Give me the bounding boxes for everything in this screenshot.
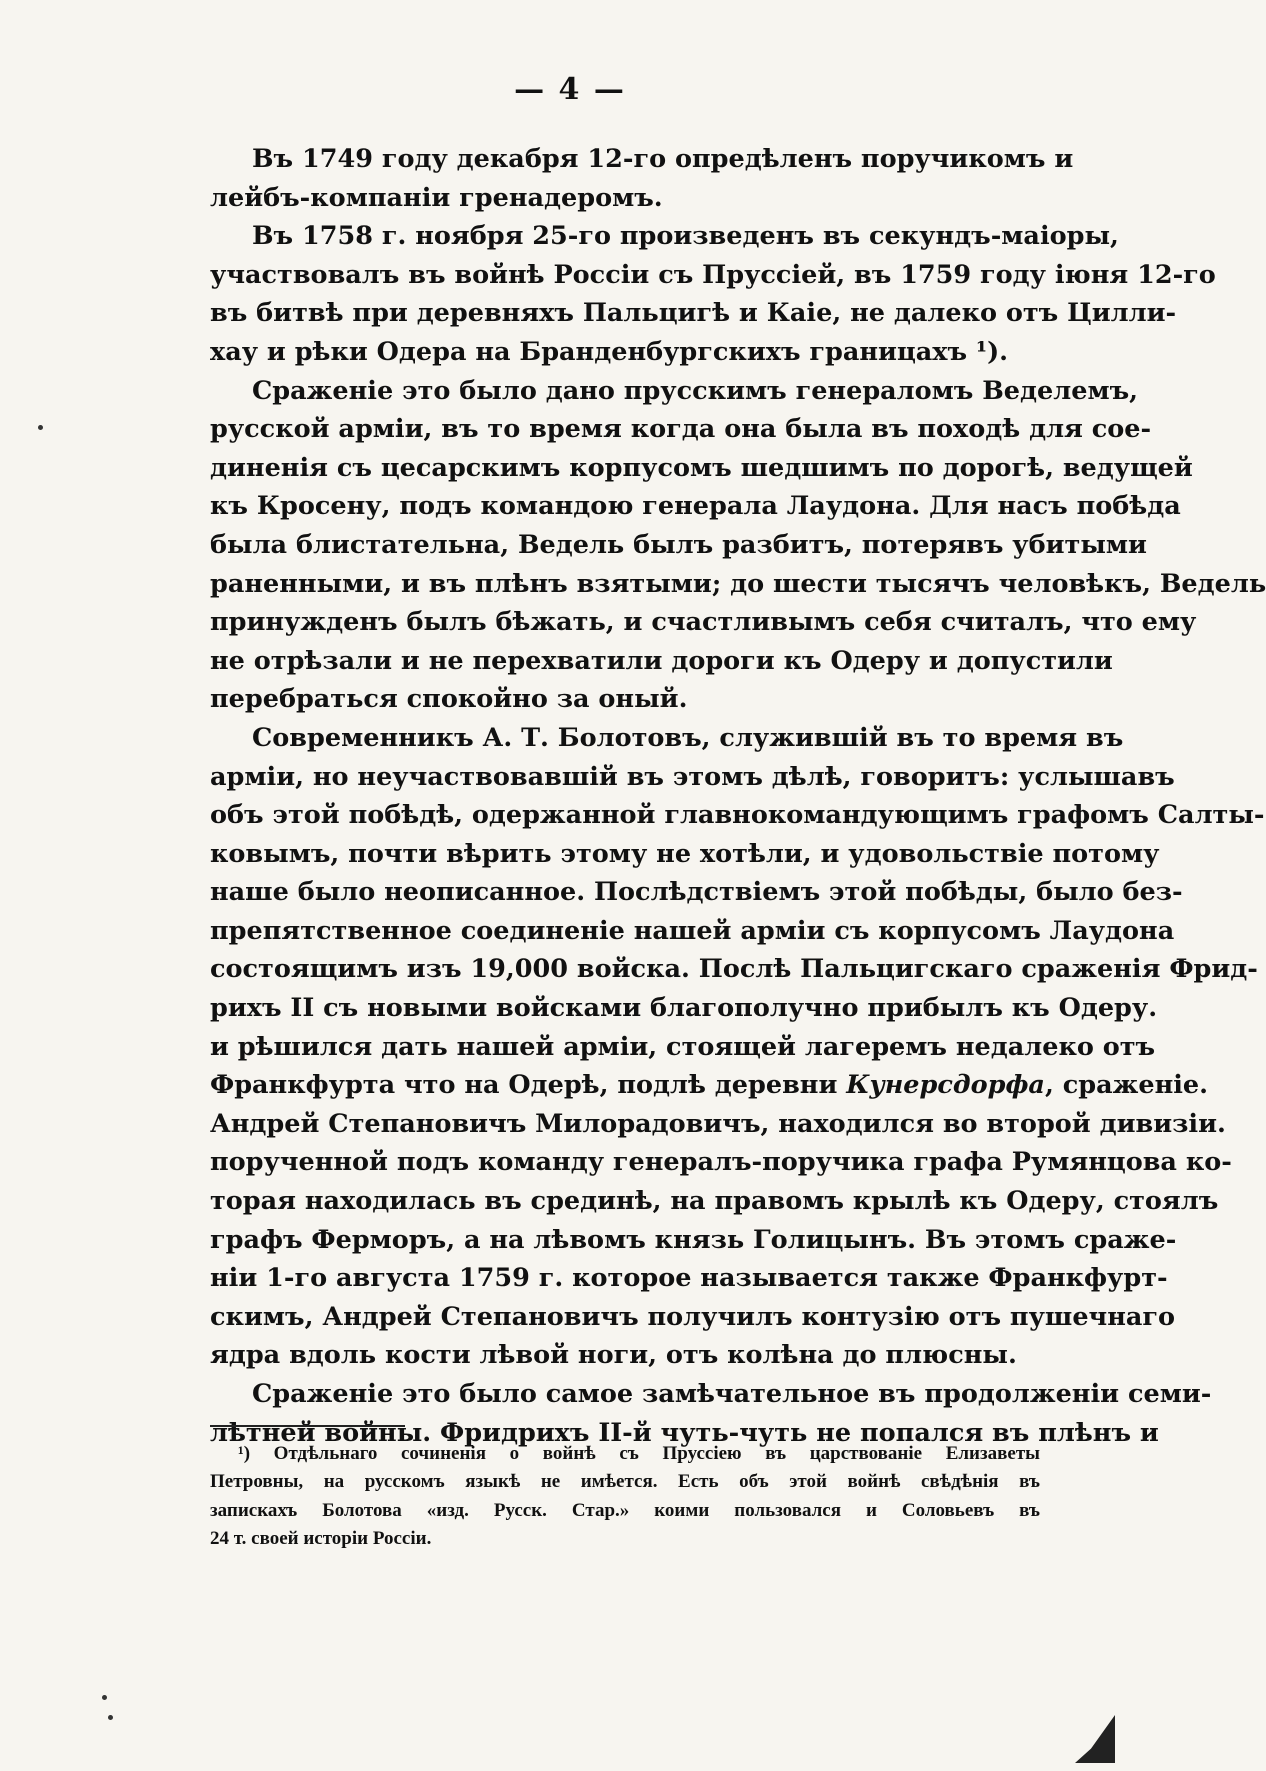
paragraph-3 bbox=[210, 372, 1266, 719]
text-line: лейбъ-компаніи гренадеромъ. bbox=[210, 182, 663, 213]
text-line-with-italic: Франкфурта что на Одерѣ, подлѣ деревни Кунерсдорфа, сраженіе. bbox=[210, 1070, 1209, 1101]
text-line: хау и рѣки Одера на Бранденбургскихъ границахъ ¹). bbox=[210, 336, 1009, 367]
text-line: ядра вдоль кости лѣвой ноги, отъ колѣна до плюсны. bbox=[210, 1340, 1017, 1371]
text-line: Въ 1758 г. ноября 25-го произведенъ въ секундъ-маіоры, bbox=[252, 221, 1119, 252]
footnote bbox=[210, 1440, 1040, 1554]
italic-place-name: Кунерсдорфа bbox=[846, 1070, 1045, 1101]
text-line: къ Кросену, подъ командою генерала Лаудона. Для насъ побѣда bbox=[210, 491, 1181, 522]
text-line: раненными, и въ плѣнъ взятыми; до шести тысячъ человѣкъ, Ведель bbox=[210, 568, 1266, 599]
footnote-line: Петровны, на русскомъ языкѣ не имѣется. Есть объ этой войнѣ свѣдѣнія въ bbox=[210, 1471, 1040, 1493]
scan-speck bbox=[102, 1695, 107, 1700]
scan-corner-shadow bbox=[1075, 1715, 1115, 1763]
text-line: ковымъ, почти вѣрить этому не хотѣли, и удовольствіе потому bbox=[210, 838, 1160, 869]
footnote-line: 24 т. своей исторіи Россіи. bbox=[210, 1528, 432, 1550]
text-line: не отрѣзали и не перехватили дороги къ Одеру и допустили bbox=[210, 645, 1113, 676]
footnote-line: запискахъ Болотова «изд. Русск. Стар.» коими пользовался и Соловьевъ въ bbox=[210, 1499, 1040, 1521]
text-line: состоящимъ изъ 19,000 войска. Послѣ Пальцигскаго сраженія Фрид- bbox=[210, 954, 1258, 985]
text-line: въ битвѣ при деревняхъ Пальцигѣ и Каіе, не далеко отъ Цилли- bbox=[210, 298, 1177, 329]
text-line: рихъ II съ новыми войсками благополучно прибылъ къ Одеру. bbox=[210, 993, 1158, 1024]
text-line: лѣтней войны. Фридрихъ II-й чуть-чуть не попался въ плѣнъ и bbox=[210, 1417, 1159, 1448]
paragraph-1 bbox=[210, 140, 1074, 217]
scan-speck bbox=[38, 425, 43, 430]
text-line: Сраженіе это было самое замѣчательное въ продолженіи семи- bbox=[252, 1379, 1212, 1409]
text-line: ніи 1-го августа 1759 г. которое называется также Франкфурт- bbox=[210, 1263, 1168, 1294]
text-line: графъ Ферморъ, а на лѣвомъ князь Голицынъ. Въ этомъ сраже- bbox=[210, 1224, 1177, 1255]
text-line: торая находилась въ срединѣ, на правомъ крылѣ къ Одеру, стоялъ bbox=[210, 1186, 1219, 1217]
text-line: Въ 1749 году декабря 12-го опредѣленъ поручикомъ и bbox=[252, 144, 1074, 174]
text-line: Андрей Степановичъ Милорадовичъ, находился во второй дивизіи. bbox=[210, 1108, 1226, 1139]
scan-speck bbox=[108, 1715, 113, 1720]
footnote-line: ¹) Отдѣльнаго сочиненія о войнѣ съ Пруссіею въ царствованіе Елизаветы bbox=[238, 1443, 1040, 1464]
paragraph-2 bbox=[210, 217, 1216, 371]
text-line: скимъ, Андрей Степановичъ получилъ контузію отъ пушечнаго bbox=[210, 1301, 1176, 1332]
text-line: препятственное соединеніе нашей арміи съ корпусомъ Лаудона bbox=[210, 915, 1175, 946]
text-line: и рѣшился дать нашей арміи, стоящей лагеремъ недалеко отъ bbox=[210, 1031, 1156, 1062]
text-line: Современникъ А. Т. Болотовъ, служившій въ то время въ bbox=[252, 722, 1124, 753]
text-line: арміи, но неучаствовавшій въ этомъ дѣлѣ, говоритъ: услышавъ bbox=[210, 761, 1175, 792]
text-line: диненія съ цесарскимъ корпусомъ шедшимъ по дорогѣ, ведущей bbox=[210, 452, 1193, 483]
text-line: перебраться спокойно за оный. bbox=[210, 684, 688, 715]
paragraph-4 bbox=[210, 719, 1265, 1375]
text-line: Сраженіе это было дано прусскимъ генераломъ Веделемъ, bbox=[252, 375, 1139, 406]
text-line: порученной подъ команду генералъ-поручика графа Румянцова ко- bbox=[210, 1147, 1232, 1178]
footnote-separator bbox=[210, 1425, 405, 1427]
text-line: была блистательна, Ведель былъ разбитъ, потерявъ убитыми bbox=[210, 529, 1147, 560]
text-line: участвовалъ въ войнѣ Россіи съ Пруссіей, въ 1759 году іюня 12-го bbox=[210, 259, 1216, 290]
body-text bbox=[210, 140, 1266, 1452]
text-line: принужденъ былъ бѣжать, и счастливымъ себя считалъ, что ему bbox=[210, 607, 1197, 638]
page-number: — 4 — bbox=[514, 72, 626, 107]
text-line: русской арміи, въ то время когда она была въ походѣ для сое- bbox=[210, 414, 1152, 445]
text-line: объ этой побѣдѣ, одержанной главнокомандующимъ графомъ Салты- bbox=[210, 800, 1265, 831]
text-line: наше было неописанное. Послѣдствіемъ этой побѣды, было без- bbox=[210, 877, 1183, 908]
